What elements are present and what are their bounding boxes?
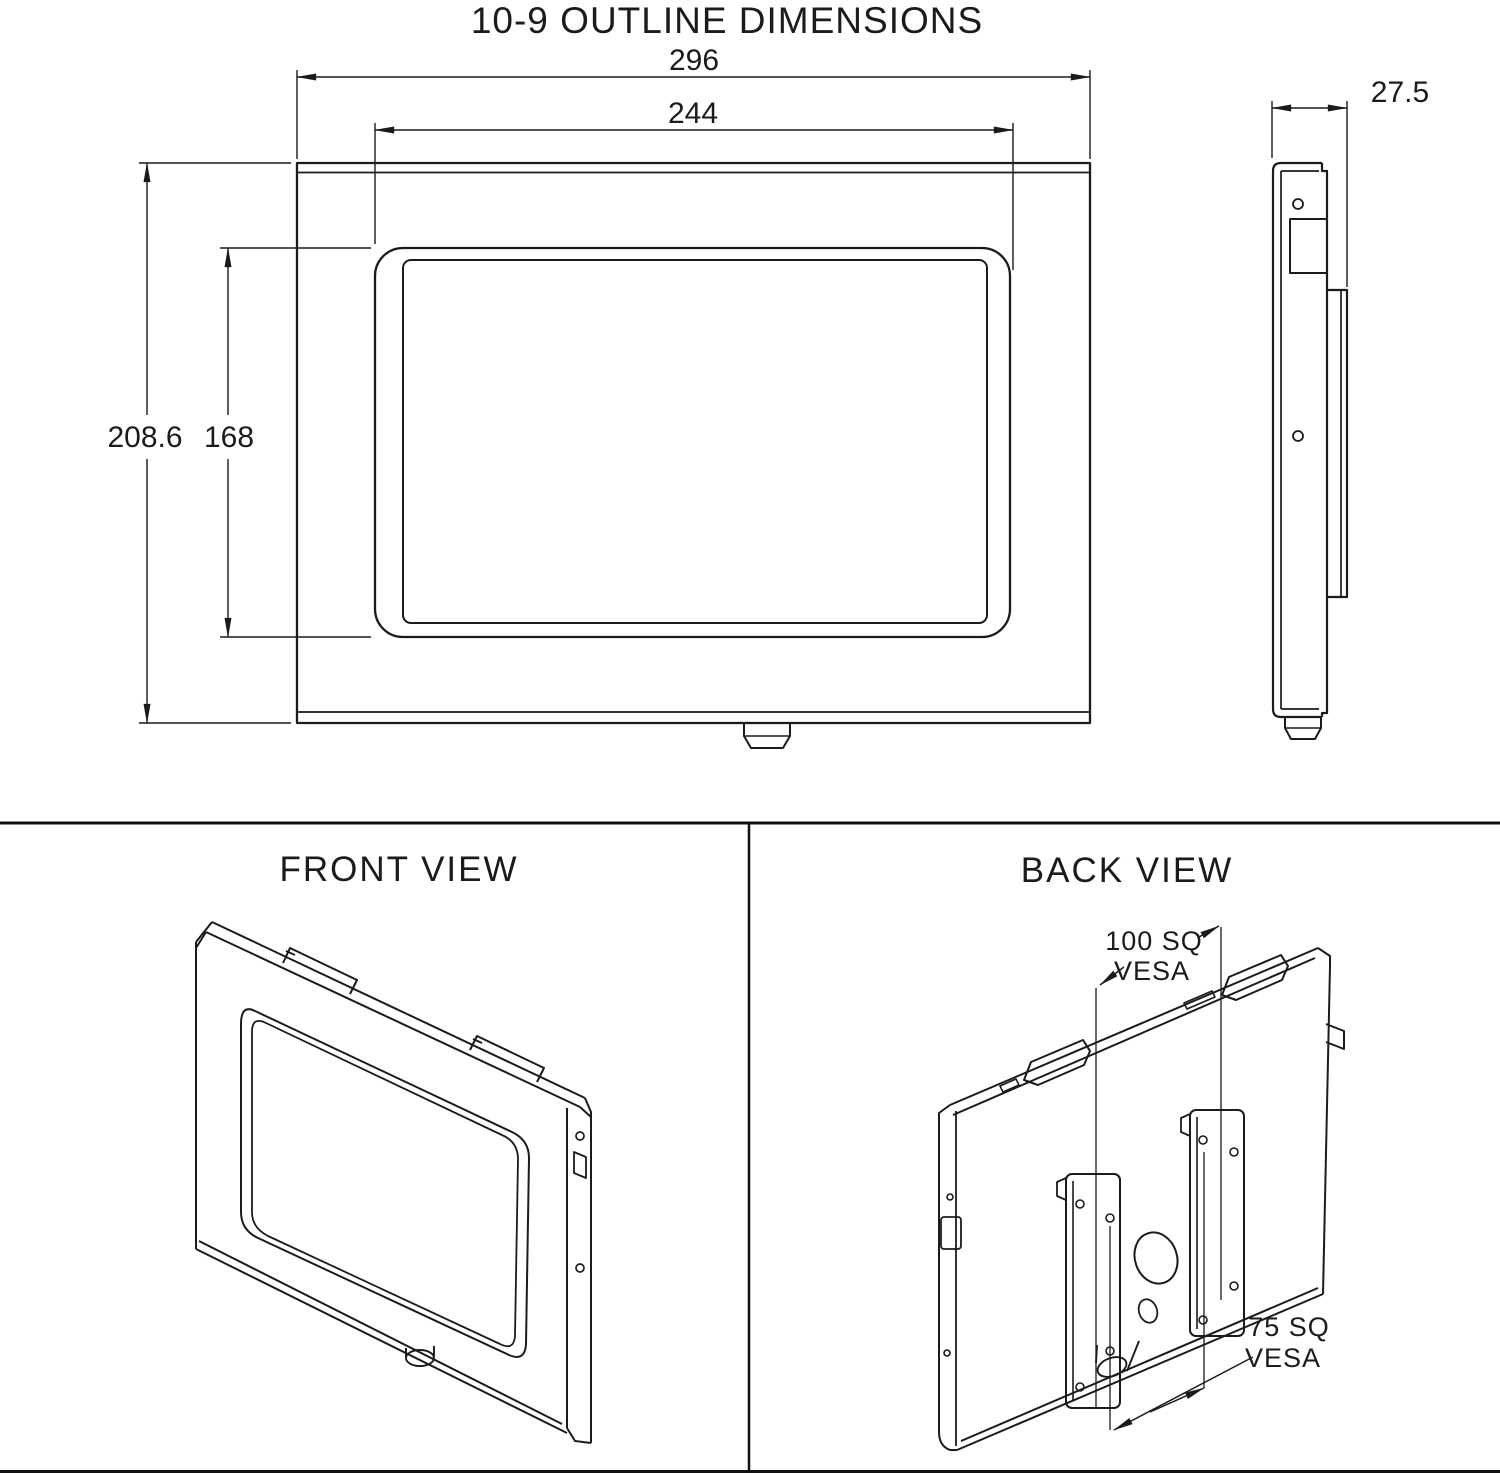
- dimension-label-width-inner: 244: [667, 97, 719, 130]
- outline-drawing: [297, 163, 1090, 748]
- dimension-label-height-inner: 168: [203, 421, 255, 454]
- dimension-label-height-outer: 208.6: [107, 421, 183, 454]
- panel-dividers: [0, 823, 1500, 1473]
- front-view-drawing: [196, 922, 591, 1443]
- dimension-label-width-outer: 296: [668, 44, 720, 77]
- side-dimension-lines: [1272, 101, 1347, 287]
- vesa-100-label-line1: 100 SQ: [1105, 926, 1203, 956]
- sheet-title: 10-9 OUTLINE DIMENSIONS: [470, 0, 984, 41]
- front-view-title: FRONT VIEW: [279, 850, 519, 889]
- vesa-75-label-line2: VESA: [1244, 1343, 1322, 1373]
- vesa-100-label-line2: VESA: [1113, 956, 1191, 986]
- back-view-title: BACK VIEW: [1020, 851, 1234, 890]
- outline-dimension-lines: [139, 70, 1090, 723]
- back-view-drawing: [939, 948, 1344, 1450]
- dimension-label-depth: 27.5: [1370, 76, 1430, 109]
- side-profile-drawing: [1273, 163, 1347, 739]
- vesa-75-label-line1: 75 SQ: [1248, 1312, 1330, 1342]
